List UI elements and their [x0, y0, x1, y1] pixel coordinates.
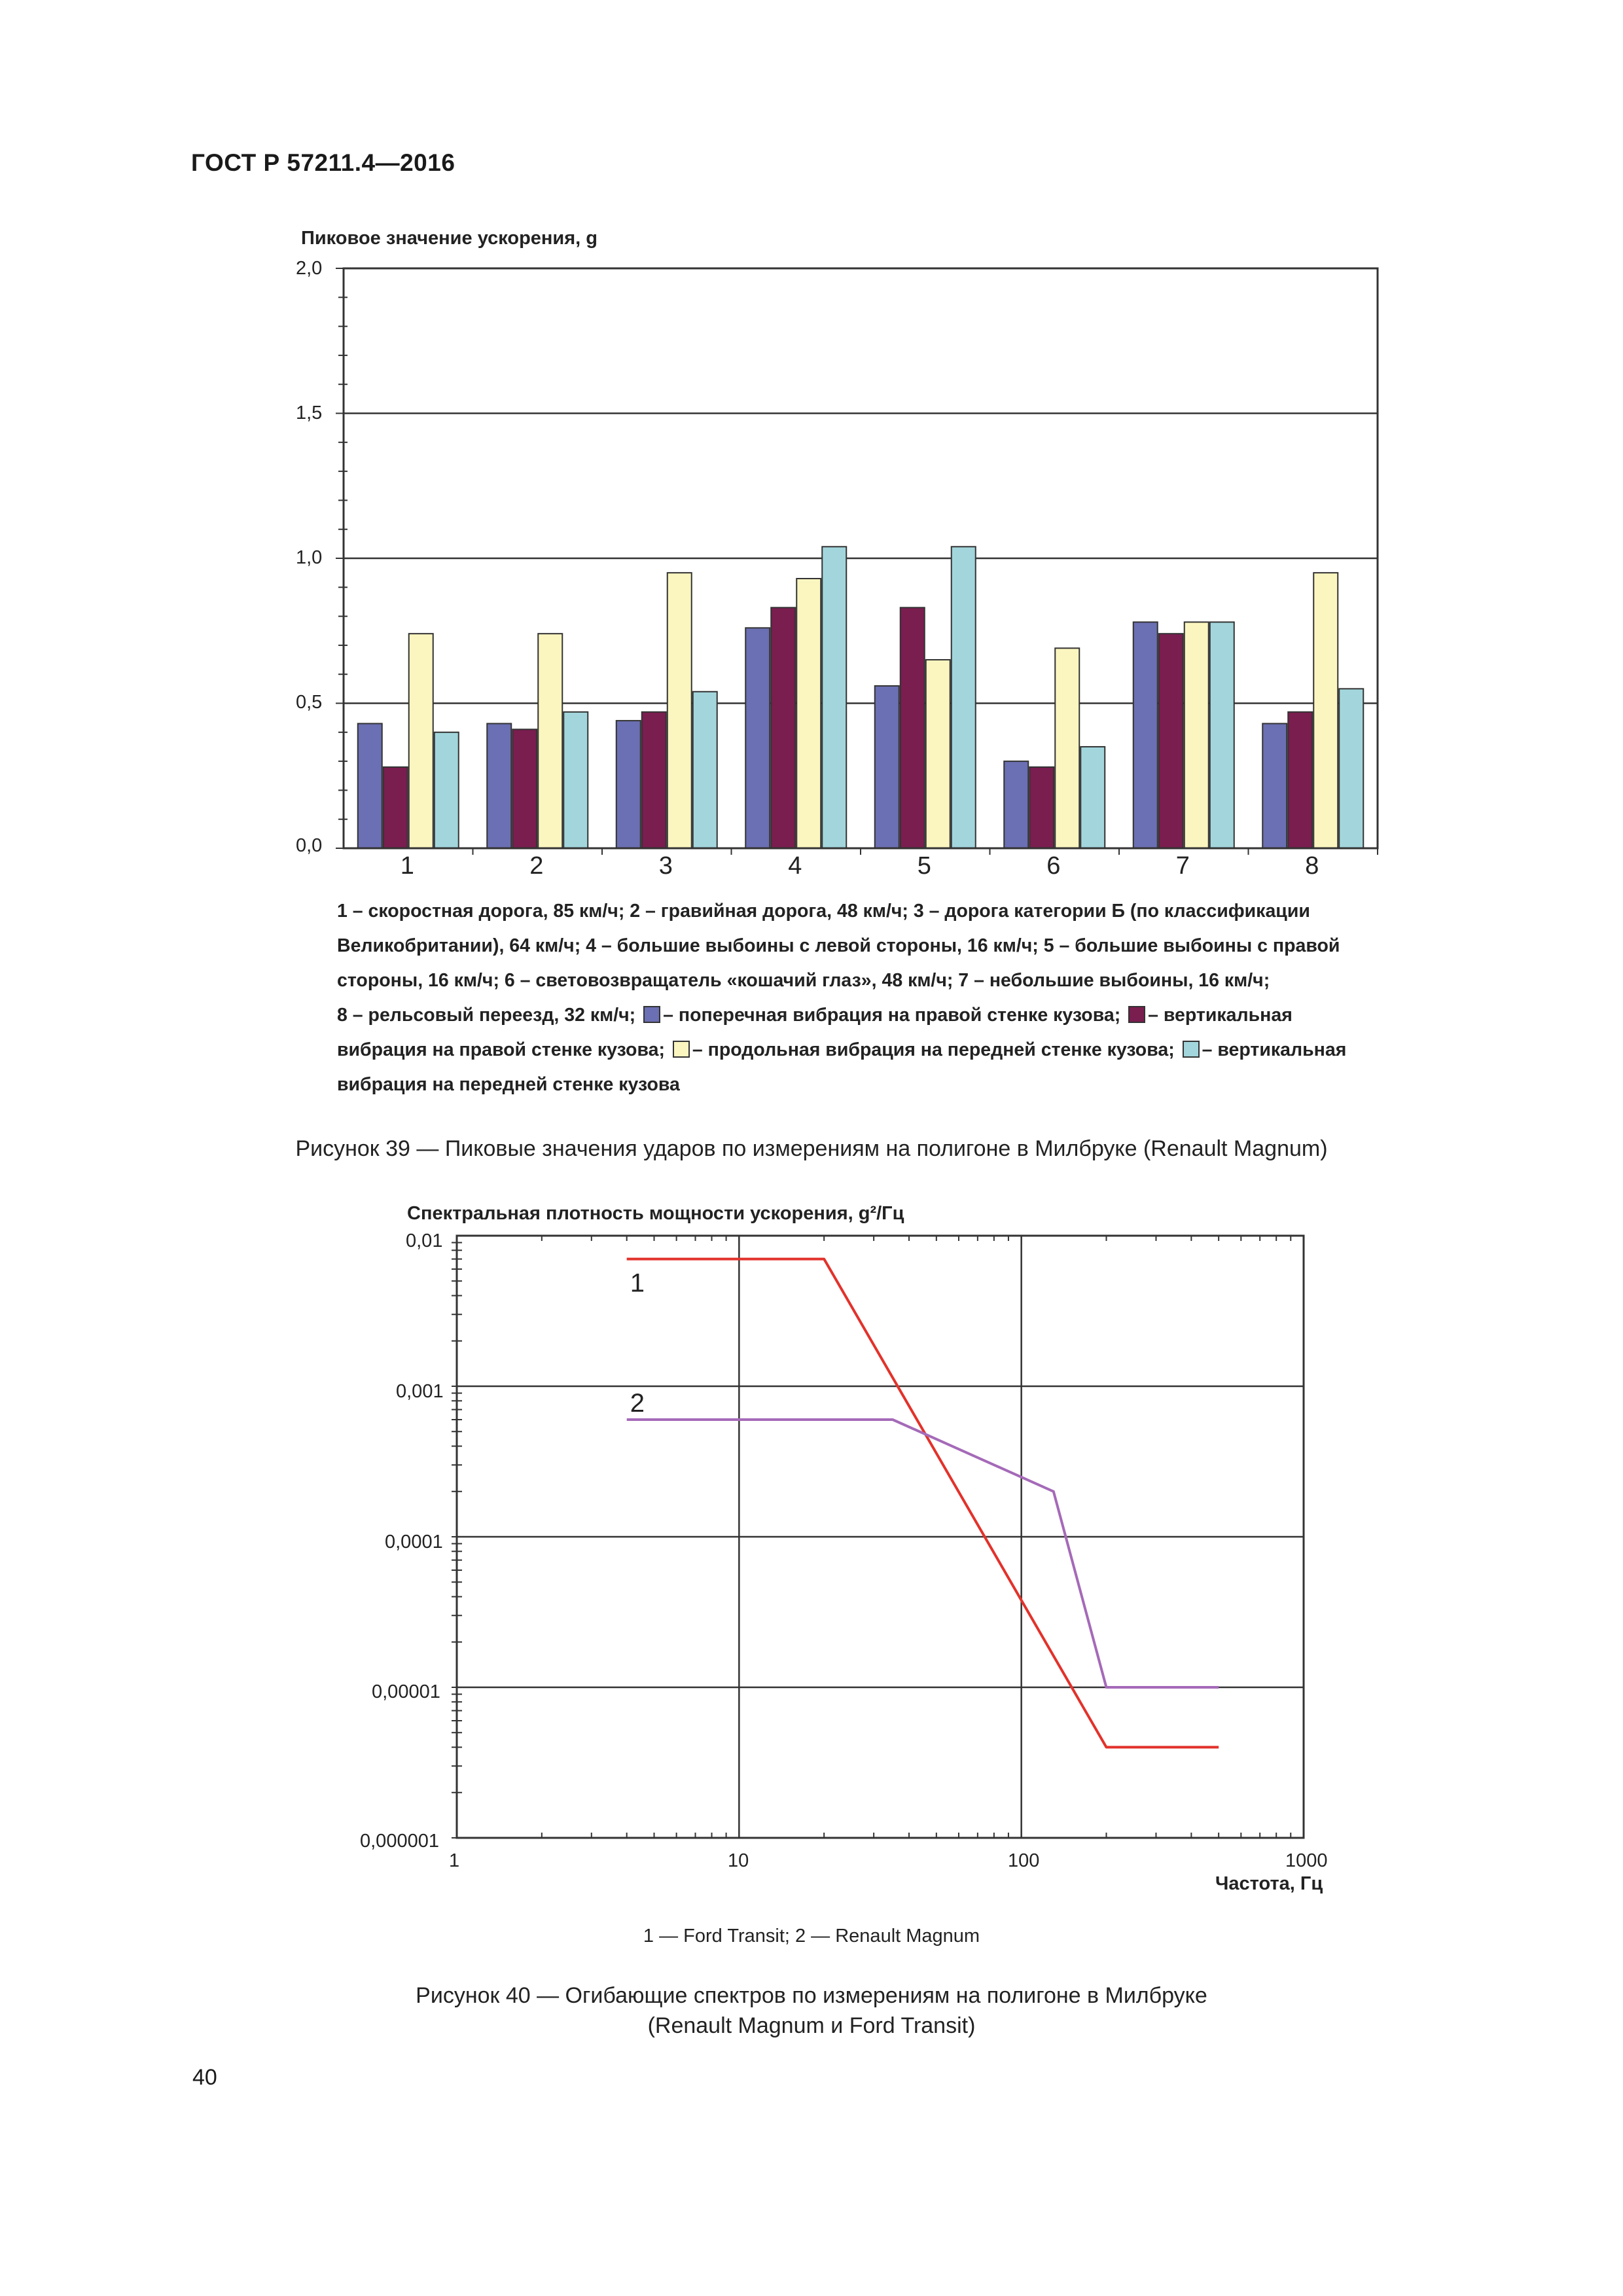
figure39-caption: Рисунок 39 — Пиковые значения ударов по измерениям на полигоне в Милбруке (Renault Magnum): [295, 1136, 1328, 1161]
bar-category-label-5: 5: [917, 852, 931, 880]
bar-4-series-4: [822, 547, 846, 848]
line-x-tick-100: 100: [1008, 1850, 1040, 1871]
bar-y-tick-2-0: 2,0: [296, 258, 323, 279]
line-x-tick-1000: 1000: [1285, 1850, 1328, 1871]
bar-8-series-1: [1262, 724, 1287, 848]
bar-3-series-2: [642, 712, 666, 848]
bar-y-tick-0-0: 0,0: [296, 835, 323, 856]
figure40-legend: 1 — Ford Transit; 2 — Renault Magnum: [643, 1926, 980, 1946]
bar-4-series-1: [745, 628, 770, 848]
bar-category-labels: [0, 852, 1623, 885]
line-series-label-1: 1: [630, 1268, 645, 1298]
bar-5-series-3: [926, 660, 950, 848]
line-y-tick-0-01: 0,01: [406, 1230, 443, 1251]
legend-line-6: вибрация на передней стенке кузова: [337, 1074, 680, 1095]
bar-1-series-2: [383, 767, 408, 848]
bar-5-series-4: [952, 547, 976, 848]
legend-swatch-1: [643, 1006, 660, 1023]
bar-5-series-2: [901, 607, 925, 848]
bar-6-series-1: [1004, 761, 1028, 848]
legend-series-2-label-a: – вертикальная: [1148, 1005, 1293, 1026]
bar-3-series-3: [668, 573, 692, 848]
bar-6-series-3: [1055, 648, 1079, 848]
bar-category-label-1: 1: [400, 852, 414, 880]
figure40-caption-line-1: Рисунок 40 — Огибающие спектров по измерениям на полигоне в Милбруке: [416, 1983, 1207, 2008]
bar-1-series-4: [435, 732, 459, 848]
line-x-tick-1: 1: [449, 1850, 460, 1871]
bar-7-series-3: [1185, 622, 1209, 848]
bar-7-series-4: [1210, 622, 1234, 848]
bar-8-series-3: [1313, 573, 1338, 848]
legend-swatch-4: [1183, 1041, 1200, 1058]
bar-7-series-2: [1159, 634, 1183, 848]
bar-2-series-2: [512, 729, 537, 848]
line-y-tick-0-000001: 0,000001: [360, 1831, 439, 1852]
page-number: 40: [192, 2065, 217, 2090]
legend-line-1: 1 – скоростная дорога, 85 км/ч; 2 – гравийная дорога, 48 км/ч; 3 – дорога категории Б (по классификации: [337, 901, 1310, 922]
bar-y-tick-1-5: 1,5: [296, 403, 323, 423]
legend-line-5: [337, 1033, 1410, 1067]
bar-8-series-2: [1288, 712, 1312, 848]
line-y-tick-0-00001: 0,00001: [372, 1681, 440, 1702]
line-y-tick-0-001: 0,001: [396, 1381, 444, 1402]
legend-swatch-2: [1128, 1006, 1145, 1023]
bar-3-series-1: [616, 721, 641, 848]
legend-series-3-label: – продольная вибрация на передней стенке кузова;: [692, 1039, 1175, 1060]
legend-line-2: Великобритании), 64 км/ч; 4 – большие выбоины с левой стороны, 16 км/ч; 5 – большие выбоины с правой: [337, 935, 1340, 956]
bar-y-tick-0-5: 0,5: [296, 692, 323, 713]
bar-category-label-7: 7: [1175, 852, 1190, 880]
line-y-tick-0-0001: 0,0001: [385, 1532, 443, 1552]
bar-6-series-2: [1029, 767, 1054, 848]
line-chart-x-axis-title: Частота, Гц: [1215, 1873, 1323, 1894]
bar-6-series-4: [1080, 747, 1105, 848]
line-y-title-text: Спектральная плотность мощности ускорения, g²/Гц: [407, 1203, 904, 1224]
legend-series-2-label-b: вибрация на правой стенке кузова;: [337, 1039, 665, 1060]
bar-category-label-2: 2: [529, 852, 544, 880]
line-series-1: [627, 1259, 1219, 1748]
legend-road-8: 8 – рельсовый переезд, 32 км/ч;: [337, 1005, 636, 1026]
legend-line-4: [337, 998, 1410, 1033]
bar-1-series-1: [358, 724, 382, 848]
figure39-legend: [337, 894, 1410, 1102]
bar-5-series-1: [875, 686, 899, 848]
bar-2-series-3: [538, 634, 562, 848]
bar-2-series-1: [487, 724, 511, 848]
bar-category-label-4: 4: [788, 852, 802, 880]
bar-7-series-1: [1133, 622, 1158, 848]
bar-chart: [0, 0, 1623, 916]
bar-2-series-4: [563, 712, 588, 848]
line-series-2: [627, 1420, 1219, 1687]
bar-category-label-3: 3: [658, 852, 673, 880]
bar-4-series-3: [796, 579, 821, 848]
figure40-caption-line-2: (Renault Magnum и Ford Transit): [647, 2013, 976, 2038]
legend-line-3: стороны, 16 км/ч; 6 – световозвращатель «кошачий глаз», 48 км/ч; 7 – небольшие выбоины, 16 км/ч;: [337, 970, 1270, 991]
legend-swatch-3: [673, 1041, 690, 1058]
bar-8-series-4: [1339, 689, 1363, 848]
line-series-label-2: 2: [630, 1389, 645, 1418]
bar-1-series-3: [409, 634, 433, 848]
legend-series-1-label: – поперечная вибрация на правой стенке кузова;: [663, 1005, 1121, 1026]
bar-chart-y-axis-title: Пиковое значение ускорения, g: [301, 228, 598, 249]
bar-y-tick-1-0: 1,0: [296, 547, 323, 568]
bar-3-series-4: [693, 692, 717, 848]
bar-category-label-8: 8: [1305, 852, 1319, 880]
bar-4-series-2: [771, 607, 795, 848]
document-header: ГОСТ Р 57211.4—2016: [191, 149, 455, 176]
line-x-tick-10: 10: [728, 1850, 749, 1871]
bar-category-label-6: 6: [1046, 852, 1061, 880]
legend-series-4-label-a: – вертикальная: [1202, 1039, 1347, 1060]
line-chart: [0, 1211, 1623, 1865]
